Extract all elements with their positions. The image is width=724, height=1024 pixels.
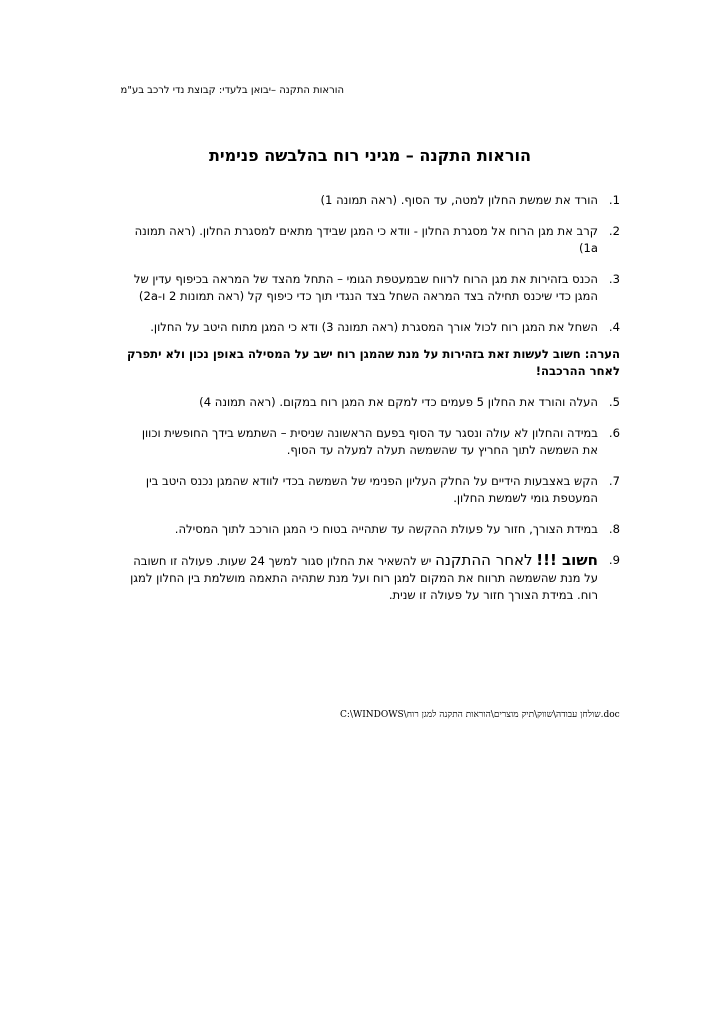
item-number: 4. — [608, 320, 620, 334]
item-number: 3. — [608, 272, 620, 286]
item-text: קרב את מגן הרוח אל מסגרת החלון - וודא כי המגן שבידך מתאים למסגרת החלון. (ראה תמונה 1a) — [134, 224, 598, 255]
item-number: 8. — [608, 522, 620, 536]
item-text: הקש באצבעות הידיים על החלק העליון הפנימי של השמשה בכדי לוודא שהמגן נכנס היטב בין המעטפת גומי לשמשת החלון. — [145, 474, 598, 505]
instruction-item-8 — [124, 521, 620, 538]
file-path-footer: C:\WINDOWS\שולחן עבודה\שווק\תיק מוצרים\הוראות התקנה למגן רוח.doc — [340, 710, 620, 720]
instruction-item-2 — [124, 223, 620, 257]
instruction-item-4 — [124, 319, 620, 336]
item-text: יש להשאיר את החלון סגור למשך 24 שעות. פעולה זו חשובה על מנת שהשמשה תרווח את המקום למגן רוח ועל מנת שתהיה התאמה מושלמת בין החלון למגן רוח. במידת הצורך חזור על פעולה זו שנית. — [130, 554, 598, 602]
instruction-item-6 — [124, 425, 620, 459]
item-text: הורד את שמשת החלון למטה, עד הסוף. (ראה תמונה 1) — [320, 193, 598, 207]
instruction-item-1 — [124, 192, 620, 209]
item-number: 9. — [608, 553, 620, 567]
item-number: 6. — [608, 426, 620, 440]
item-text: במידה והחלון לא עולה ונסגר עד הסוף בפעם הראשונה שניסית – השתמש בידך החופשית וכוון את השמשה לתוך החריץ עד שהשמשה תעלה למעלה עד הסוף. — [141, 426, 598, 457]
item-text: במידת הצורך, חזור על פעולת ההקשה עד שתהייה בטוח כי המגן הורכב לתוך המסילה. — [174, 522, 598, 536]
item-number: 7. — [608, 474, 620, 488]
item-text: השחל את המגן רוח לכול אורך המסגרת (ראה תמונה 3) ודא כי המגן מתוח היטב על החלון. — [150, 320, 598, 334]
item-text: הכנס בזהירות את מגן הרוח לרווח שבמעטפת הגומי – התחל מהצד של המראה בכיפוף עדין של המגן כדי שיכנס תחילה בצד המראה השחל בצד הנגדי תוך כדי כיפוף קל (ראה תמונות 2 ו-2a) — [133, 272, 598, 303]
important-label: חשוב !!! — [536, 551, 598, 569]
instruction-item-5 — [124, 394, 620, 411]
item-text: העלה והורד את החלון 5 פעמים כדי למקם את המגן רוח במקום. (ראה תמונה 4) — [199, 395, 598, 409]
instruction-item-3 — [124, 271, 620, 305]
instruction-item-7 — [124, 473, 620, 507]
instruction-item-9 — [124, 552, 620, 604]
item-number: 2. — [608, 224, 620, 238]
instructions-list — [124, 192, 620, 604]
after-install-label: לאחר ההתקנה — [435, 551, 533, 569]
warning-note: הערה: חשוב לעשות זאת בזהירות על מנת שהמגן רוח ישב על המסילה באופן נכון ולא יתפרק לאחר ההרכבה! — [127, 347, 620, 378]
item-number: 5. — [608, 395, 620, 409]
document-header: הוראות התקנה –יבואן בלעדי: קבוצת נדי לרכב בע"מ — [120, 85, 344, 96]
document-title: הוראות התקנה – מגיני רוח בהלבשה פנימית — [208, 146, 532, 165]
item-number: 1. — [608, 193, 620, 207]
